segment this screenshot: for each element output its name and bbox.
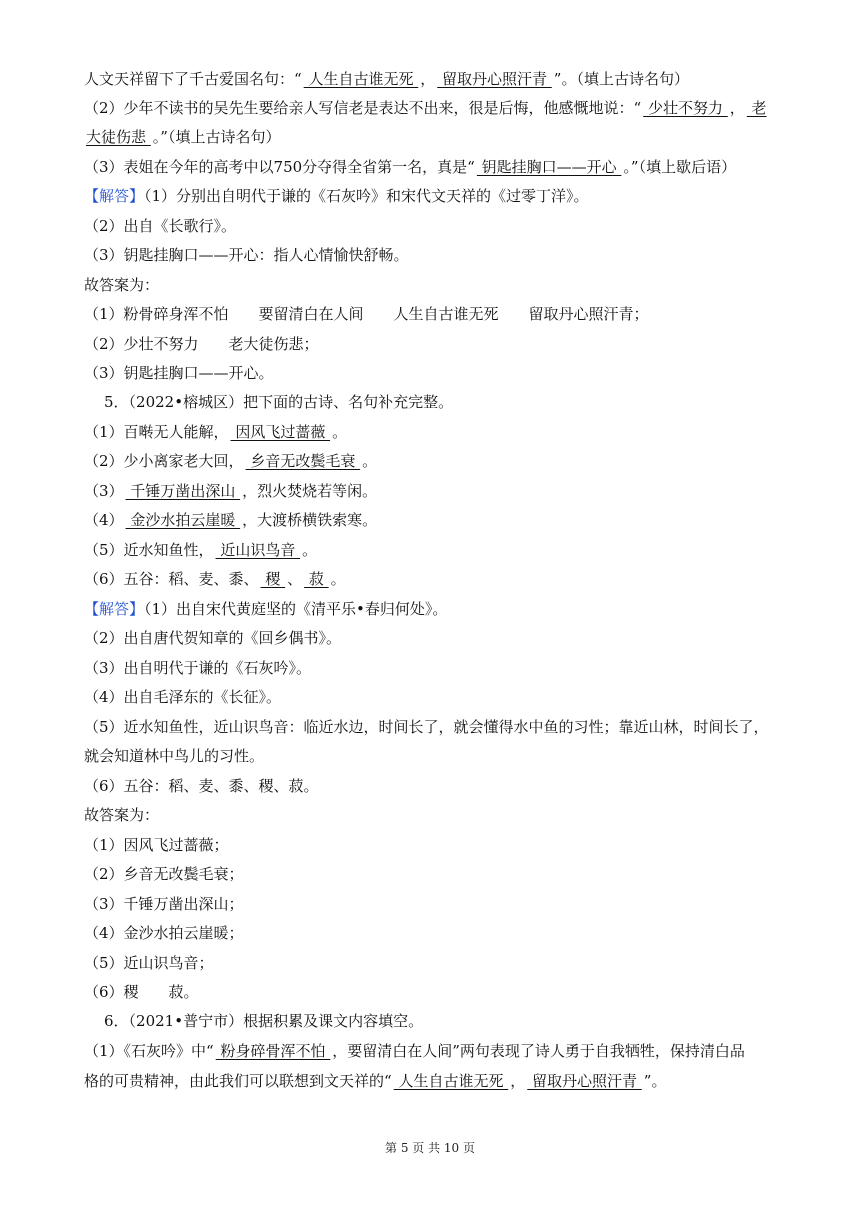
text-segment: （1）《石灰吟》中“ [84, 1042, 214, 1060]
text-line [84, 540, 317, 560]
text-segment: （5）近水知鱼性， [84, 541, 214, 559]
fill-in-answer: 人生自古谁无死 [303, 70, 419, 88]
text-line [84, 982, 199, 1002]
fill-in-answer: 人生自古谁无死 [393, 1072, 509, 1090]
text-segment: 5．（2022•榕城区）把下面的古诗、名句补充完整。 [104, 393, 454, 411]
text-line [84, 628, 341, 648]
text-segment: （3）钥匙挂胸口——开心。 [84, 364, 274, 382]
text-line [84, 69, 689, 89]
text-line [84, 687, 281, 707]
fill-in-answer: 因风飞过蔷薇 [230, 423, 331, 441]
text-segment: ，要留清白在人间”两句表现了诗人勇于自我牺牲，保持清白品 [332, 1042, 745, 1060]
text-segment: （1）出自宋代黄庭坚的《清平乐•春归何处》。 [144, 600, 448, 618]
text-line [84, 1041, 745, 1061]
text-segment: 人文天祥留下了千古爱国名句：“ [84, 70, 302, 88]
text-segment: ，大渡桥横铁索寒。 [242, 511, 378, 529]
text-line [104, 392, 453, 412]
text-line [84, 451, 377, 471]
text-line [84, 894, 244, 914]
text-segment: （6）稷 菽。 [84, 983, 199, 1001]
text-line [84, 746, 264, 766]
text-segment: （3）千锤万凿出深山； [84, 895, 244, 913]
text-segment: 。 [332, 423, 348, 441]
text-segment: 。 [330, 570, 346, 588]
text-line [84, 275, 159, 295]
text-segment: （2）出自《长歌行》。 [84, 217, 237, 235]
answer-label: 【解答】 [84, 600, 145, 618]
text-segment: ， [729, 99, 745, 117]
text-line [84, 186, 589, 206]
fill-in-answer: 大徒伤悲 [86, 128, 151, 146]
text-segment: （1）百啭无人能解， [84, 423, 229, 441]
text-line [104, 1011, 423, 1031]
text-segment: （3） [84, 482, 124, 500]
fill-in-answer: 钥匙挂胸口——开心 [476, 158, 622, 176]
text-line [84, 127, 280, 147]
text-line [84, 216, 236, 236]
text-line [84, 717, 769, 737]
text-segment: 。”（填上古诗名句） [152, 128, 281, 146]
text-segment: （1）因风飞过蔷薇； [84, 836, 229, 854]
text-segment: （5）近山识鸟音； [84, 954, 214, 972]
text-segment: ， [510, 1072, 526, 1090]
text-line [84, 1071, 666, 1091]
text-segment: （3）表姐在今年的高考中以750分夺得全省第一名，真是“ [84, 158, 475, 176]
text-line [84, 599, 447, 619]
text-line [84, 304, 649, 324]
text-segment: （3）钥匙挂胸口——开心：指人心情愉快舒畅。 [84, 246, 409, 264]
text-line [84, 658, 311, 678]
text-segment: ， [420, 70, 436, 88]
text-segment: 。 [362, 452, 378, 470]
text-line [84, 157, 736, 177]
text-line [84, 569, 346, 589]
text-segment: 就会知道林中鸟儿的习性。 [84, 747, 265, 765]
text-segment: 、 [287, 570, 303, 588]
text-segment: （2）少小离家老大回， [84, 452, 244, 470]
fill-in-answer: 老 [746, 99, 767, 117]
text-segment: （4） [84, 511, 124, 529]
text-segment: 。”（填上歇后语） [623, 158, 737, 176]
text-line [84, 98, 769, 118]
text-segment: （3）出自明代于谦的《石灰吟》。 [84, 659, 312, 677]
text-segment: （1）分别出自明代于谦的《石灰吟》和宋代文天祥的《过零丁洋》。 [144, 187, 589, 205]
text-line [84, 481, 377, 501]
text-segment: （2）少年不读书的吴先生要给亲人写信老是表达不出来，很是后悔，他感慨地说：“ [84, 99, 642, 117]
text-line [84, 953, 214, 973]
text-segment: （6）五谷：稻、麦、黍、稷、菽。 [84, 777, 319, 795]
text-line [84, 835, 229, 855]
text-segment: （2）乡音无改鬓毛衰； [84, 865, 244, 883]
text-segment: （2）出自唐代贺知章的《回乡偶书》。 [84, 629, 342, 647]
fill-in-answer: 金沙水拍云崖暖 [125, 511, 241, 529]
fill-in-answer: 菽 [304, 570, 329, 588]
text-segment: 6．（2021•普宁市）根据积累及课文内容填空。 [104, 1012, 424, 1030]
page-footer: 第 5 页 共 10 页 [385, 1141, 475, 1155]
fill-in-answer: 留取丹心照汗青 [527, 1072, 642, 1090]
text-segment: 格的可贵精神，由此我们可以联想到文天祥的“ [84, 1072, 392, 1090]
text-line [84, 805, 159, 825]
text-line [84, 510, 377, 530]
answer-label: 【解答】 [84, 187, 145, 205]
text-segment: （5）近水知鱼性，近山识鸟音：临近水边，时间长了，就会懂得水中鱼的习性；靠近山林，时间长了， [84, 718, 769, 736]
text-segment: （1）粉骨碎身浑不怕 要留清白在人间 人生自古谁无死 留取丹心照汗青； [84, 305, 649, 323]
text-segment: ，烈火焚烧若等闲。 [242, 482, 378, 500]
text-segment: 。 [302, 541, 318, 559]
text-segment: （4）出自毛泽东的《长征》。 [84, 688, 282, 706]
fill-in-answer: 留取丹心照汗青 [437, 70, 552, 88]
fill-in-answer: 少壮不努力 [643, 99, 728, 117]
text-segment: 故答案为： [84, 806, 160, 824]
text-segment: 故答案为： [84, 276, 160, 294]
text-line [84, 776, 319, 796]
text-line [84, 245, 409, 265]
text-segment: （6）五谷：稻、麦、黍、 [84, 570, 259, 588]
text-segment: （4）金沙水拍云崖暖； [84, 924, 244, 942]
text-line [84, 864, 244, 884]
fill-in-answer: 稷 [260, 570, 286, 588]
fill-in-answer: 千锤万凿出深山 [125, 482, 241, 500]
text-line [84, 363, 274, 383]
text-line [84, 422, 347, 442]
text-segment: ”。（填上古诗名句） [553, 70, 689, 88]
fill-in-answer: 近山识鸟音 [215, 541, 301, 559]
text-line [84, 923, 244, 943]
fill-in-answer: 粉身碎骨浑不怕 [215, 1042, 331, 1060]
fill-in-answer: 乡音无改鬓毛衰 [245, 452, 361, 470]
text-segment: ”。 [643, 1072, 667, 1090]
text-segment: （2）少壮不努力 老大徒伤悲； [84, 335, 319, 353]
text-line [84, 334, 319, 354]
